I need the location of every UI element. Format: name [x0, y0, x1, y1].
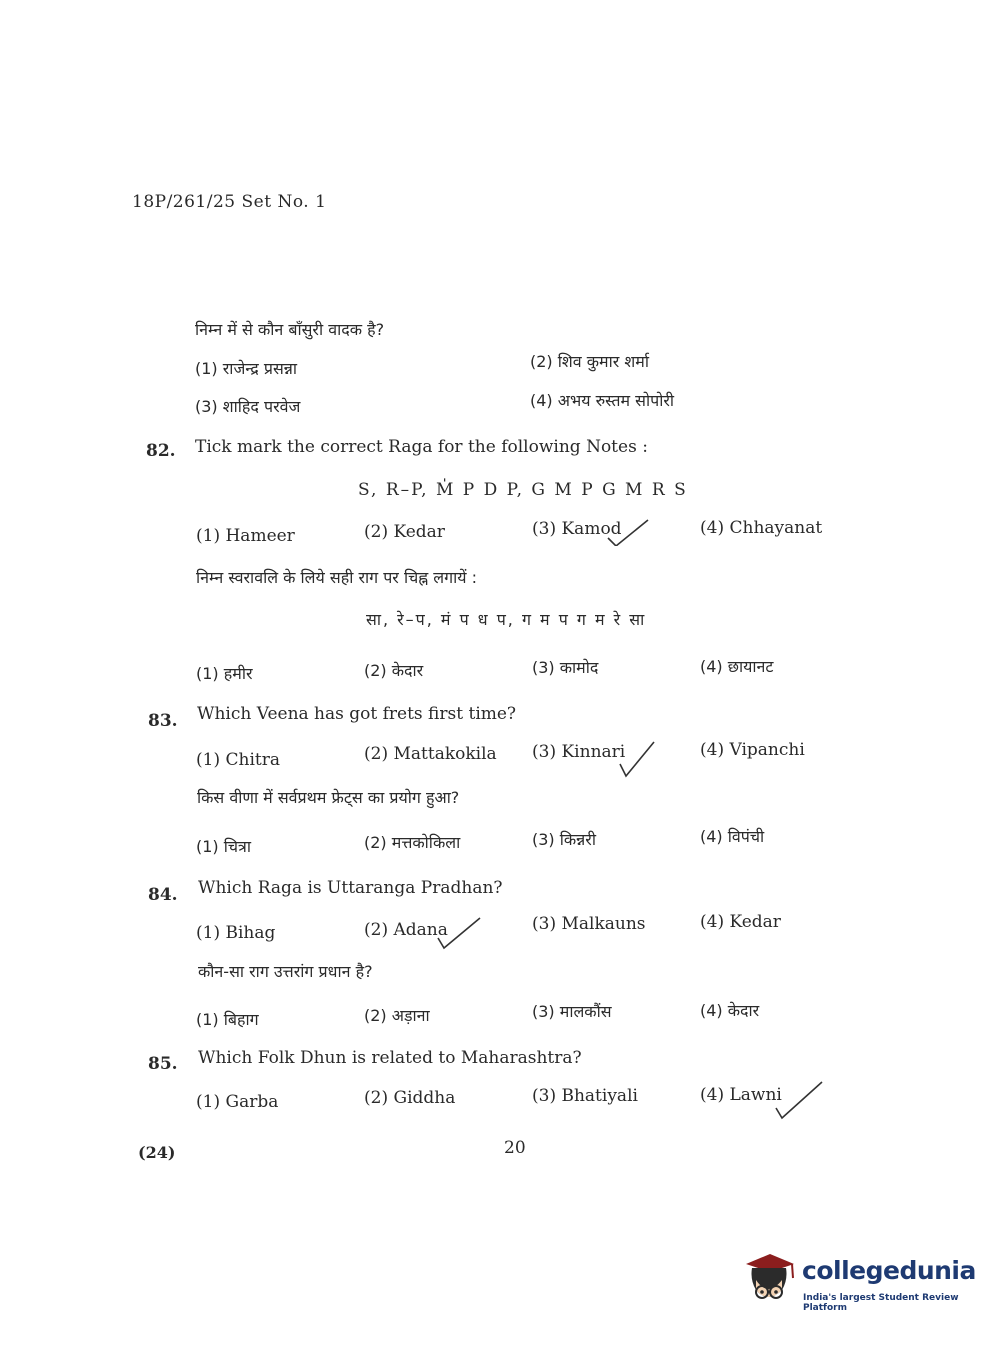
q82-hindi-option-2: (2) केदार [364, 661, 424, 680]
check-mark-icon [606, 516, 650, 546]
check-mark-icon [614, 740, 658, 778]
q85-option-3: (3) Bhatiyali [532, 1086, 638, 1106]
q84-hindi-option-2: (2) अड़ाना [364, 1006, 430, 1025]
q85-option-1: (1) Garba [196, 1092, 279, 1112]
q81-hindi-question: निम्न में से कौन बाँसुरी वादक है? [195, 320, 385, 339]
q83-option-3: (3) Kinnari [532, 742, 626, 762]
q83-number: 83. [148, 711, 178, 731]
q82-option-3: (3) Kamod [532, 519, 622, 539]
paper-code: 18P/261/25 Set No. 1 [132, 192, 327, 212]
q85-question: Which Folk Dhun is related to Maharashtra? [198, 1048, 582, 1068]
q82-option-2: (2) Kedar [364, 522, 445, 542]
q84-hindi-option-4: (4) केदार [700, 1001, 760, 1020]
q82-question: Tick mark the correct Raga for the following Notes : [195, 437, 648, 457]
q82-hindi-option-4: (4) छायानट [700, 657, 774, 676]
q82-notes: S, R–P, M̍ P D P, G M P G M R S [358, 480, 688, 500]
q85-option-2: (2) Giddha [364, 1088, 456, 1108]
q81-hindi-option-1: (1) राजेन्द्र प्रसन्ना [195, 359, 298, 378]
q81-hindi-option-4: (4) अभय रुस्तम सोपोरी [530, 391, 675, 410]
q84-option-2: (2) Adana [364, 920, 448, 940]
page-number: 20 [504, 1138, 526, 1158]
q82-hindi-question: निम्न स्वरावलि के लिये सही राग पर चिह्न लगायें : [196, 568, 478, 587]
q84-hindi-option-3: (3) मालकौंस [532, 1002, 612, 1021]
q82-hindi-option-3: (3) कामोद [532, 658, 599, 677]
q85-option-4: (4) Lawni [700, 1085, 782, 1105]
q82-option-1: (1) Hameer [196, 526, 295, 546]
q83-hindi-question: किस वीणा में सर्वप्रथम फ्रेट्स का प्रयोग हुआ? [197, 788, 460, 807]
q83-hindi-option-1: (1) चित्रा [196, 837, 252, 856]
mascot-icon [740, 1250, 798, 1308]
q84-option-4: (4) Kedar [700, 912, 781, 932]
footer-code: (24) [138, 1143, 176, 1162]
q83-question: Which Veena has got frets first time? [197, 704, 517, 724]
q84-option-3: (3) Malkauns [532, 914, 646, 934]
q83-hindi-option-3: (3) किन्नरी [532, 830, 596, 849]
q84-hindi-option-1: (1) बिहाग [196, 1010, 259, 1029]
q83-option-2: (2) Mattakokila [364, 744, 497, 764]
q83-option-1: (1) Chitra [196, 750, 280, 770]
q83-hindi-option-2: (2) मत्तकोकिला [364, 833, 461, 852]
q84-hindi-question: कौन-सा राग उत्तरांग प्रधान है? [198, 962, 373, 981]
brand-logo [740, 1250, 976, 1314]
q81-hindi-option-3: (3) शाहिद परवेज [195, 397, 301, 416]
q83-hindi-option-4: (4) विपंची [700, 827, 765, 846]
check-mark-icon [772, 1080, 824, 1120]
brand-name: collegedunia [802, 1256, 976, 1285]
q84-option-1: (1) Bihag [196, 923, 276, 943]
q84-question: Which Raga is Uttaranga Pradhan? [198, 878, 503, 898]
brand-tagline: India's largest Student Review Platform [803, 1293, 959, 1313]
check-mark-icon [436, 914, 482, 950]
q82-number: 82. [146, 441, 176, 461]
q83-option-4: (4) Vipanchi [700, 740, 805, 760]
q81-hindi-option-2: (2) शिव कुमार शर्मा [530, 352, 649, 371]
q82-hindi-notes: सा, रे–प, मं प ध प, ग म प ग म रे सा [366, 610, 647, 629]
q82-option-4: (4) Chhayanat [700, 518, 823, 538]
q82-hindi-option-1: (1) हमीर [196, 664, 253, 683]
q85-number: 85. [148, 1054, 178, 1074]
q84-number: 84. [148, 885, 178, 905]
